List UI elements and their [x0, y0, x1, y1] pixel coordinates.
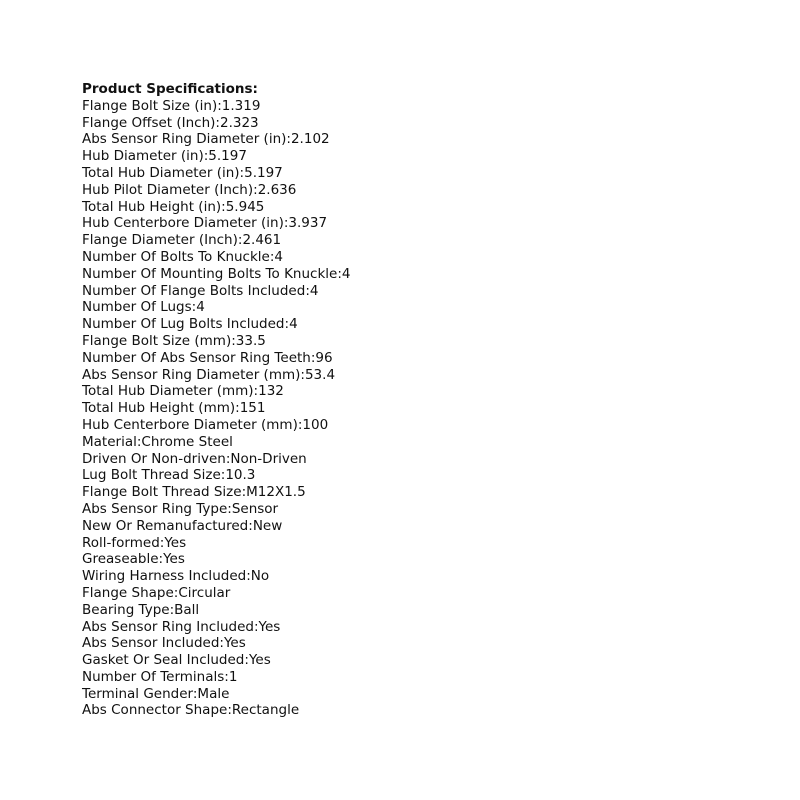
spec-value: 151: [239, 400, 266, 417]
spec-label: Abs Sensor Included: [82, 635, 220, 652]
spec-label: Abs Sensor Ring Included: [82, 618, 254, 635]
spec-value: 4: [289, 316, 298, 333]
spec-value: New: [252, 517, 283, 534]
spec-separator: :: [237, 232, 243, 249]
spec-separator: :: [244, 652, 249, 669]
spec-value: 4: [274, 248, 284, 265]
spec-label: Gasket Or Seal Included: [82, 652, 245, 669]
spec-line: [82, 535, 782, 552]
spec-line: [82, 702, 782, 719]
spec-line: [82, 148, 782, 165]
spec-value: Circular: [178, 584, 231, 601]
spec-value: 5.945: [225, 198, 265, 215]
spec-value: Rectangle: [231, 702, 300, 719]
spec-value: Male: [197, 685, 230, 702]
spec-line: [82, 417, 782, 434]
spec-separator: :: [231, 332, 236, 349]
spec-value: 1.319: [221, 97, 261, 114]
spec-label: Hub Diameter (in): [82, 148, 204, 165]
spec-line: [82, 115, 782, 132]
spec-line: [82, 484, 782, 501]
spec-separator: :: [283, 215, 289, 232]
spec-value: 33.5: [235, 332, 266, 349]
spec-value: Sensor: [231, 500, 279, 517]
spec-line: [82, 333, 782, 350]
spec-line: [82, 249, 782, 266]
spec-separator: :: [169, 601, 175, 618]
spec-label: Roll-formed: [82, 534, 160, 551]
spec-label: Wiring Harness Included: [82, 568, 247, 585]
spec-value: Yes: [223, 635, 246, 652]
spec-label: Abs Sensor Ring Diameter (mm): [82, 366, 301, 383]
spec-separator: :: [297, 416, 303, 433]
spec-line: [82, 400, 782, 417]
spec-value: 1: [228, 668, 238, 685]
spec-separator: :: [220, 467, 226, 484]
spec-label: Total Hub Diameter (mm): [82, 383, 254, 400]
spec-separator: :: [159, 534, 165, 551]
spec-label: Flange Shape: [82, 584, 174, 601]
spec-line: [82, 652, 782, 669]
spec-line: [82, 266, 782, 283]
spec-value: 5.197: [208, 148, 247, 165]
specifications-heading: Product Specifications:: [82, 81, 258, 97]
spec-value: Chrome Steel: [141, 433, 233, 450]
spec-label: Terminal Gender: [82, 685, 193, 702]
spec-value: 2.323: [219, 114, 259, 131]
spec-value: 4: [196, 299, 205, 316]
spec-label: Lug Bolt Thread Size: [82, 467, 221, 484]
spec-label: Total Hub Height (mm): [82, 400, 236, 417]
spec-value: 2.102: [290, 131, 330, 148]
spec-label: Flange Offset (Inch): [82, 114, 216, 131]
spec-value: M12X1.5: [246, 484, 306, 501]
spec-value: 3.937: [288, 215, 328, 232]
spec-value: 10.3: [225, 467, 256, 484]
spec-line: [82, 585, 782, 602]
spec-label: Flange Bolt Size (in): [82, 97, 218, 114]
spec-separator: :: [246, 568, 251, 585]
spec-separator: :: [173, 584, 179, 601]
spec-label: Greaseable: [82, 551, 159, 568]
spec-separator: :: [217, 97, 222, 114]
spec-separator: :: [253, 618, 259, 635]
spec-line: [82, 467, 782, 484]
spec-value: Yes: [163, 551, 185, 568]
spec-label: Number Of Abs Sensor Ring Teeth: [82, 349, 311, 366]
spec-line: [82, 283, 782, 300]
spec-separator: :: [253, 383, 259, 400]
spec-value: 2.461: [242, 232, 282, 249]
spec-label: Hub Pilot Diameter (Inch): [82, 181, 254, 198]
spec-value: Ball: [174, 601, 200, 618]
product-specifications: [82, 81, 782, 719]
spec-line: [82, 182, 782, 199]
spec-value: Yes: [258, 618, 281, 635]
spec-value: 53.4: [304, 366, 336, 383]
spec-separator: :: [337, 265, 342, 282]
spec-value: 2.636: [257, 181, 297, 198]
spec-value: No: [250, 568, 270, 585]
spec-label: Material: [82, 433, 137, 450]
spec-label: Flange Bolt Size (mm): [82, 332, 232, 349]
spec-list: [82, 98, 782, 719]
spec-separator: :: [284, 316, 290, 333]
spec-label: Number Of Mounting Bolts To Knuckle: [82, 265, 338, 282]
spec-label: Bearing Type: [82, 601, 170, 618]
spec-separator: :: [215, 114, 220, 131]
spec-label: Total Hub Height (in): [82, 198, 222, 215]
spec-line: [82, 131, 782, 148]
spec-line: [82, 165, 782, 182]
spec-label: Abs Connector Shape: [82, 702, 228, 719]
spec-separator: :: [305, 282, 310, 299]
spec-line: [82, 215, 782, 232]
spec-value: Yes: [164, 534, 187, 551]
spec-line: [82, 635, 782, 652]
spec-separator: :: [136, 433, 142, 450]
spec-separator: :: [310, 349, 316, 366]
spec-label: Hub Centerbore Diameter (mm): [82, 416, 298, 433]
spec-line: [82, 299, 782, 316]
spec-separator: :: [248, 517, 253, 534]
spec-separator: :: [158, 551, 164, 568]
spec-line: [82, 434, 782, 451]
spec-separator: :: [224, 668, 229, 685]
spec-separator: :: [227, 500, 232, 517]
spec-separator: :: [203, 148, 209, 165]
spec-label: Flange Bolt Thread Size: [82, 484, 242, 501]
spec-label: Abs Sensor Ring Type: [82, 500, 228, 517]
spec-value: 5.197: [244, 164, 283, 181]
spec-separator: :: [241, 484, 247, 501]
spec-separator: :: [192, 685, 198, 702]
spec-label: Number Of Lugs: [82, 299, 192, 316]
spec-line: [82, 551, 782, 568]
spec-value: Yes: [248, 652, 271, 669]
spec-line: [82, 98, 782, 115]
spec-separator: :: [269, 248, 275, 265]
spec-value: Non-Driven: [230, 450, 307, 467]
spec-separator: :: [239, 164, 245, 181]
spec-separator: :: [221, 198, 226, 215]
spec-separator: :: [225, 450, 231, 467]
spec-separator: :: [227, 702, 232, 719]
spec-separator: :: [235, 400, 240, 417]
spec-line: [82, 619, 782, 636]
spec-line: [82, 316, 782, 333]
spec-label: Hub Centerbore Diameter (in): [82, 215, 284, 232]
spec-value: 4: [341, 265, 351, 282]
spec-line: [82, 602, 782, 619]
spec-value: 100: [302, 416, 329, 433]
spec-label: Number Of Bolts To Knuckle: [82, 248, 270, 265]
spec-line: [82, 367, 782, 384]
spec-value: 132: [258, 383, 284, 400]
spec-line: [82, 669, 782, 686]
spec-line: [82, 518, 782, 535]
spec-line: [82, 383, 782, 400]
spec-line: [82, 451, 782, 468]
spec-label: Number Of Terminals: [82, 668, 225, 685]
spec-separator: :: [219, 635, 224, 652]
spec-value: 4: [309, 282, 319, 299]
spec-label: Driven Or Non-driven: [82, 450, 226, 467]
spec-value: 96: [315, 349, 333, 366]
spec-line: [82, 501, 782, 518]
spec-label: Abs Sensor Ring Diameter (in): [82, 131, 287, 148]
spec-line: [82, 199, 782, 216]
spec-label: Number Of Lug Bolts Included: [82, 316, 285, 333]
spec-separator: :: [191, 299, 197, 316]
spec-label: New Or Remanufactured: [82, 517, 249, 534]
spec-label: Total Hub Diameter (in): [82, 164, 240, 181]
spec-line: [82, 350, 782, 367]
spec-separator: :: [253, 181, 258, 198]
spec-separator: :: [286, 131, 291, 148]
spec-line: [82, 686, 782, 703]
spec-line: [82, 568, 782, 585]
spec-line: [82, 232, 782, 249]
spec-label: Number Of Flange Bolts Included: [82, 282, 306, 299]
spec-label: Flange Diameter (Inch): [82, 232, 238, 249]
spec-separator: :: [300, 366, 305, 383]
